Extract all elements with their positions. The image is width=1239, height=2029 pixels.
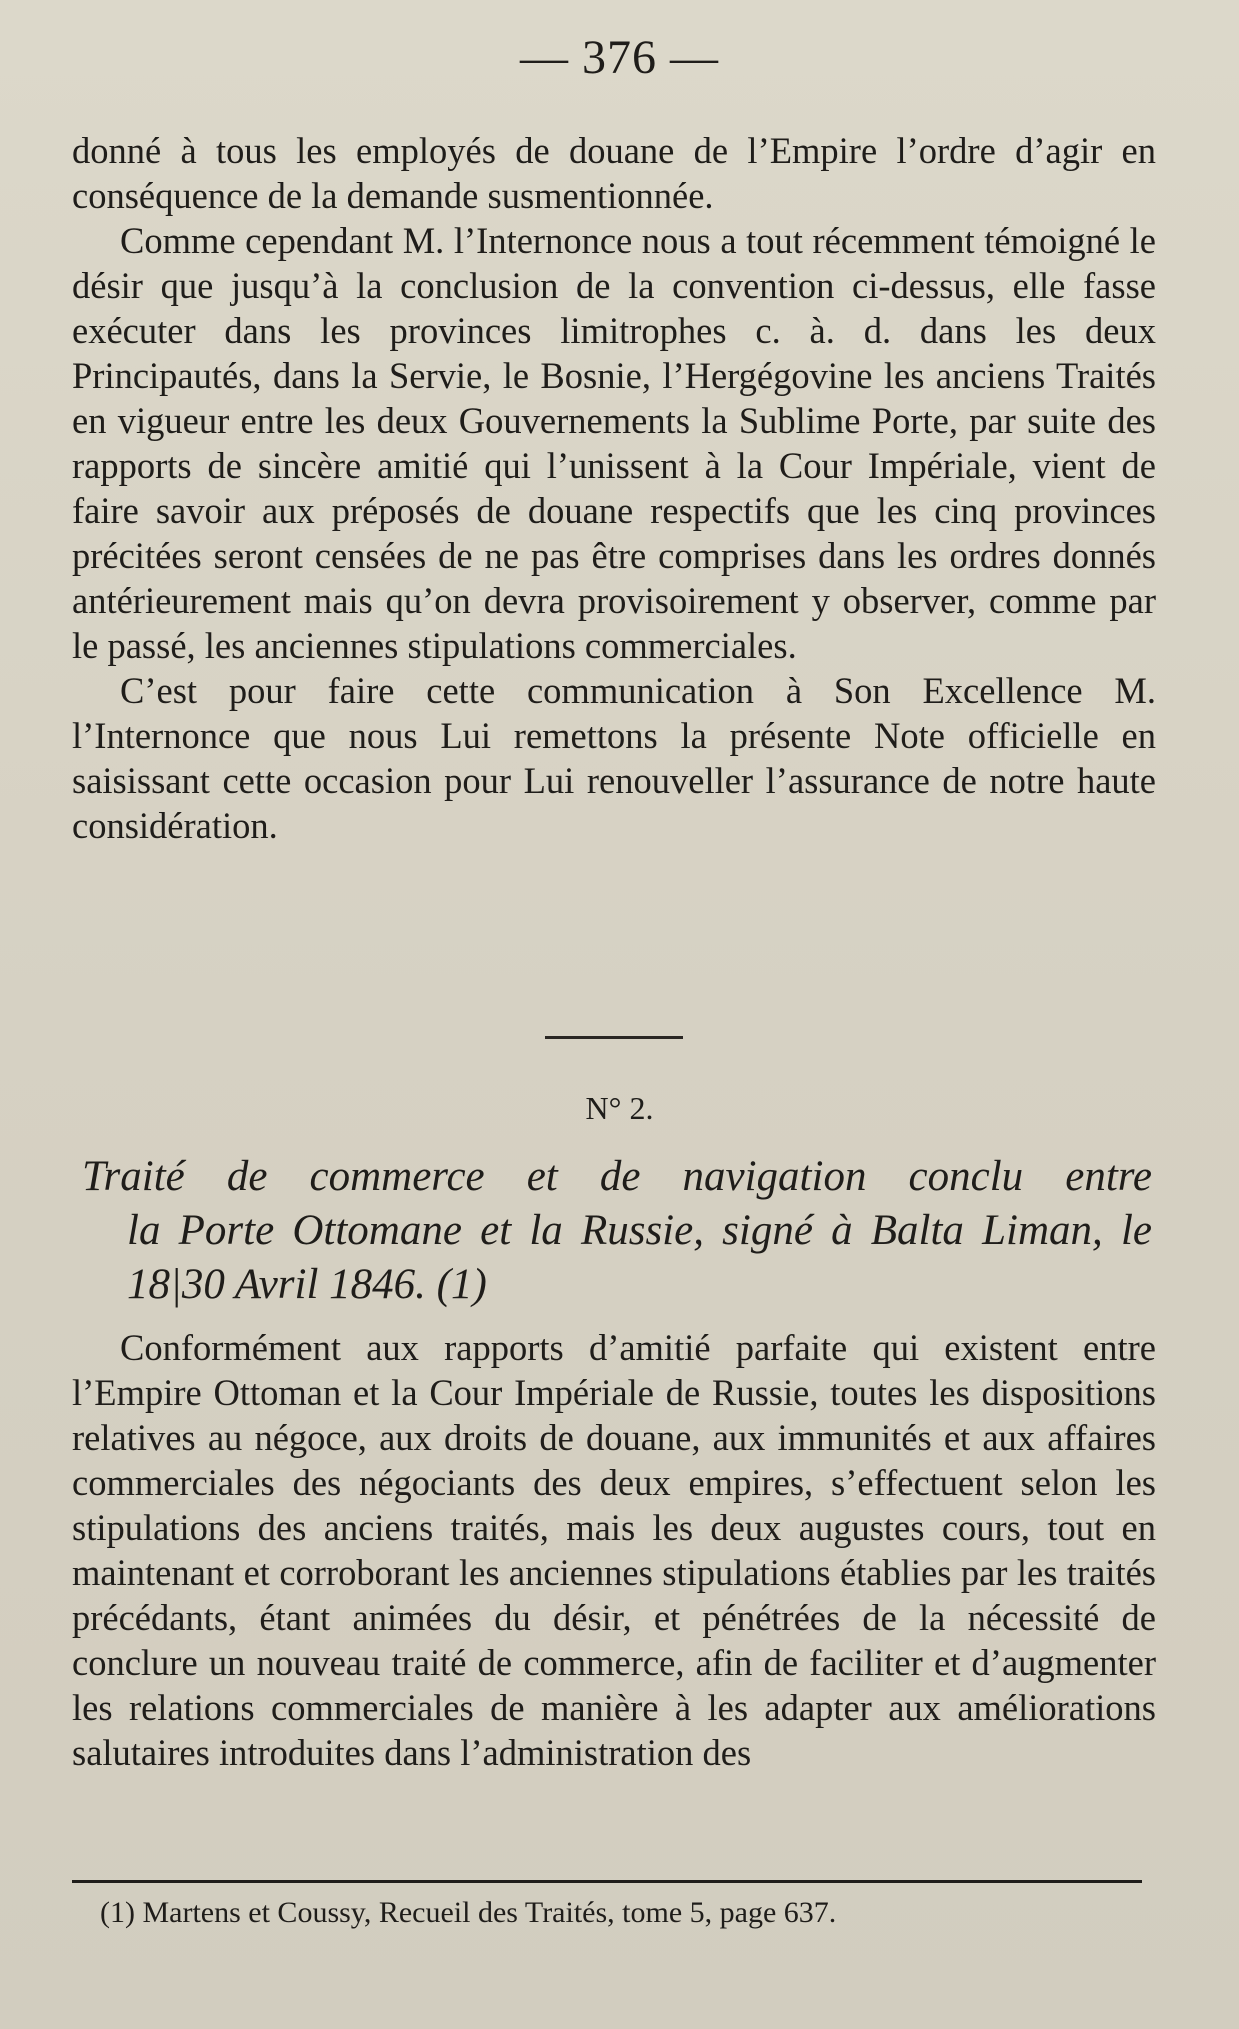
paragraph: Conformément aux rapports d’amitié parfaite qui existent entre l’Empire Ottoman et la Cour Impériale de Russie, toutes les dispositions relatives au négoce, aux droits de douane, aux immunités et aux affaires commerciales des négociants des deux empires, s’effectuent selon les stipulations des anciens traités, mais les deux augustes cours, tout en maintenant et corroborant les anciennes stipulations établies par les traités précédants, étant animées du désir, et pénétrées de la nécessité de conclure un nouveau traité de commerce, afin de faciliter et d’augmenter les relations commerciales de manière à les adapter aux améliorations salutaires introduites dans l’administration des	[72, 1327, 1156, 1773]
footnote: (1) Martens et Coussy, Recueil des Traités, tome 5, page 637.	[100, 1896, 837, 1929]
paragraph-continued: donné à tous les employés de douane de l’Empire l’ordre d’agir en conséquence de la demande susmentionnée.	[72, 130, 1156, 216]
treaty-title-line-1: Traité de commerce et de navigation conclu entre	[82, 1153, 1152, 1200]
note-text-block	[72, 128, 1156, 848]
paragraph: Comme cependant M. l’Internonce nous a tout récemment témoigné le désir que jusqu’à la conclusion de la convention ci-dessus, elle fasse exécuter dans les provinces limitrophes c. à. d. dans les deux Principautés, dans la Servie, le Bosnie, l’Hergégovine les anciens Traités en vigueur entre les deux Gouvernements la Sublime Porte, par suite des rapports de sincère amitié qui l’unissent à la Cour Impériale, vient de faire savoir aux préposés de douane respectifs que les cinq provinces précitées seront censées de ne pas être comprises dans les ordres donnés antérieurement mais qu’on devra provisoirement y observer, comme par le passé, les anciennes stipulations commerciales.	[72, 220, 1156, 666]
document-number: N° 2.	[585, 1090, 654, 1126]
treaty-title-continuation: la Porte Ottomane et la Russie, signé à Balta Liman, le 18|30 Avril 1846. (1)	[127, 1207, 1152, 1308]
footnote-rule	[72, 1880, 1142, 1883]
treaty-text-block	[72, 1325, 1156, 1775]
page-number: — 376 —	[520, 31, 719, 84]
treaty-title	[82, 1150, 1152, 1312]
section-divider	[545, 1036, 683, 1039]
paragraph: C’est pour faire cette communication à Son Excellence M. l’Internonce que nous Lui remettons la présente Note officielle en saisissant cette occasion pour Lui renouveller l’assurance de notre haute considération.	[72, 670, 1156, 846]
